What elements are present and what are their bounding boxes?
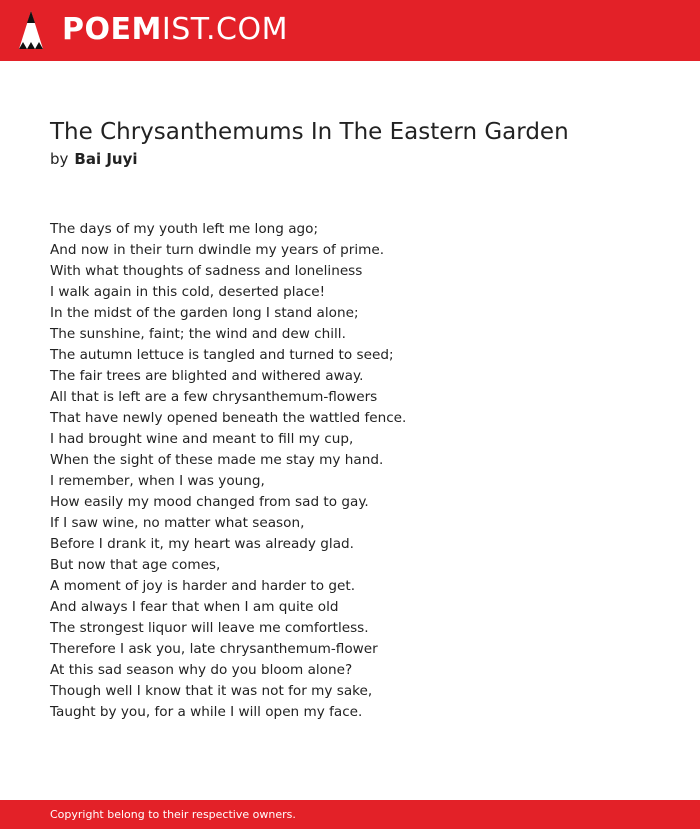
brand-strong-text: POEM — [62, 12, 162, 47]
poem-line: With what thoughts of sadness and loneliness — [50, 263, 363, 279]
author-name: Bai Juyi — [74, 150, 138, 168]
poem-line: A moment of joy is harder and harder to get. — [50, 578, 356, 594]
poem-line: I walk again in this cold, deserted place! — [50, 284, 326, 300]
poem-body — [50, 219, 406, 723]
copyright-notice: Copyright belong to their respective owners. — [50, 808, 296, 821]
poem-line: The sunshine, faint; the wind and dew chill. — [50, 326, 346, 342]
poem-line: Though well I know that it was not for my sake, — [50, 683, 373, 699]
poem-byline — [50, 149, 138, 169]
poem-line: But now that age comes, — [50, 557, 221, 573]
site-footer — [0, 800, 700, 829]
poem-line: I remember, when I was young, — [50, 473, 265, 489]
poem-line: In the midst of the garden long I stand alone; — [50, 305, 359, 321]
poem-line: Taught by you, for a while I will open my face. — [50, 704, 363, 720]
site-logo-text[interactable] — [62, 12, 288, 48]
poem-line: And always I fear that when I am quite old — [50, 599, 339, 615]
poem-line: The days of my youth left me long ago; — [50, 221, 319, 237]
site-header — [0, 0, 700, 61]
poem-line: The autumn lettuce is tangled and turned to seed; — [50, 347, 394, 363]
poem-line: The strongest liquor will leave me comfortless. — [50, 620, 369, 636]
poem-line: When the sight of these made me stay my hand. — [50, 452, 384, 468]
poem-line: And now in their turn dwindle my years of prime. — [50, 242, 385, 258]
poem-line: The fair trees are blighted and withered away. — [50, 368, 364, 384]
by-label: by — [50, 150, 69, 168]
brand-light-text: IST.COM — [161, 12, 288, 47]
poem-line: If I saw wine, no matter what season, — [50, 515, 305, 531]
poem-title: The Chrysanthemums In The Eastern Garden — [50, 119, 569, 145]
poem-line: I had brought wine and meant to fill my cup, — [50, 431, 354, 447]
poem-line: Before I drank it, my heart was already glad. — [50, 536, 354, 552]
poem-line: At this sad season why do you bloom alone? — [50, 662, 353, 678]
poem-line: Therefore I ask you, late chrysanthemum-flower — [50, 641, 378, 657]
poem-line: All that is left are a few chrysanthemum-flowers — [50, 389, 378, 405]
poem-line: That have newly opened beneath the wattled fence. — [50, 410, 407, 426]
pencil-tip-icon[interactable] — [18, 10, 44, 52]
poem-line: How easily my mood changed from sad to gay. — [50, 494, 369, 510]
